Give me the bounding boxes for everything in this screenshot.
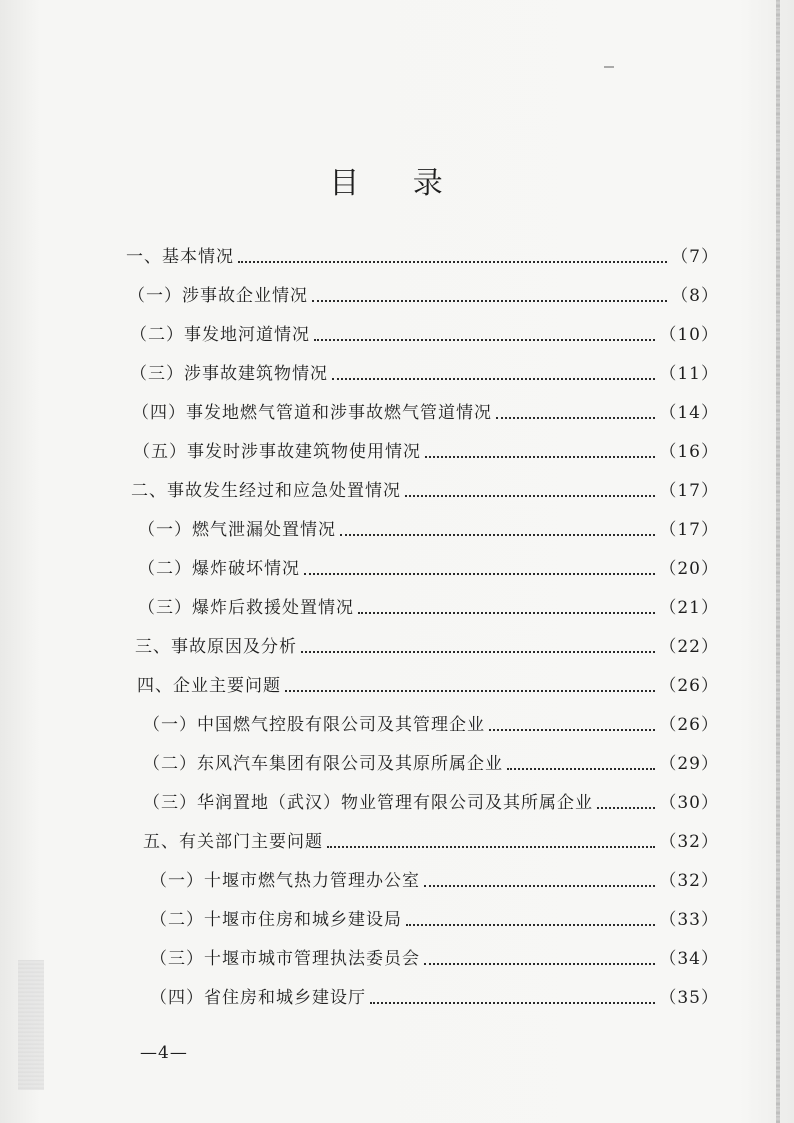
- toc-entry-page: （26）: [659, 715, 719, 735]
- toc-entry-page: （32）: [659, 871, 719, 891]
- toc-entry[interactable]: [130, 363, 719, 385]
- toc-entry-label: （四）省住房和城乡建设厅: [150, 988, 366, 1008]
- toc-entry-page: （30）: [659, 793, 719, 813]
- toc-entry-page: （33）: [659, 910, 719, 930]
- toc-entry[interactable]: [138, 519, 719, 541]
- dot-leader: [312, 300, 667, 302]
- toc-entry-label: （一）燃气泄漏处置情况: [138, 520, 336, 540]
- dot-leader: [405, 495, 655, 497]
- dot-leader: [424, 885, 655, 887]
- dot-leader: [340, 534, 655, 536]
- toc-entry[interactable]: [143, 831, 719, 853]
- dot-leader: [370, 1002, 655, 1004]
- toc-entry-label: 一、基本情况: [126, 247, 234, 267]
- toc-entry-page: （26）: [659, 676, 719, 696]
- toc-entry-label: （二）爆炸破坏情况: [138, 559, 300, 579]
- toc-entry[interactable]: [143, 714, 719, 736]
- toc-entry-page: （32）: [659, 832, 719, 852]
- toc-entry-label: （三）爆炸后救援处置情况: [138, 598, 354, 618]
- dot-leader: [489, 729, 655, 731]
- toc-entry-label: （二）事发地河道情况: [130, 325, 310, 345]
- dot-leader: [424, 963, 655, 965]
- toc-entry[interactable]: [143, 792, 719, 814]
- toc-entry-label: （三）涉事故建筑物情况: [130, 364, 328, 384]
- toc-entry-page: （22）: [659, 637, 719, 657]
- toc-entry-label: （一）中国燃气控股有限公司及其管理企业: [143, 715, 485, 735]
- toc-entry-label: 五、有关部门主要问题: [143, 832, 323, 852]
- dot-leader: [597, 807, 655, 809]
- toc-entry[interactable]: [131, 480, 719, 502]
- dot-leader: [327, 846, 655, 848]
- toc-entry-label: （二）十堰市住房和城乡建设局: [150, 910, 402, 930]
- toc-entry-label: （一）涉事故企业情况: [128, 286, 308, 306]
- toc-entry-page: （7）: [671, 247, 719, 267]
- toc-entry[interactable]: [150, 948, 719, 970]
- toc-entry[interactable]: [137, 675, 719, 697]
- toc-entry-label: 四、企业主要问题: [137, 676, 281, 696]
- page-title: 目 录: [329, 166, 465, 201]
- toc-entry-page: （21）: [659, 598, 719, 618]
- dot-leader: [496, 417, 655, 419]
- dot-leader: [301, 651, 655, 653]
- toc-entry[interactable]: [132, 402, 719, 424]
- toc-entry[interactable]: [150, 987, 719, 1009]
- toc-entry-page: （29）: [659, 754, 719, 774]
- toc-entry-label: （五）事发时涉事故建筑物使用情况: [133, 442, 421, 462]
- dot-leader: [238, 261, 667, 263]
- toc-entry[interactable]: [138, 558, 719, 580]
- toc-entry-label: 二、事故发生经过和应急处置情况: [131, 481, 401, 501]
- toc-entry[interactable]: [133, 441, 719, 463]
- toc-entry[interactable]: [130, 324, 719, 346]
- dot-leader: [358, 612, 655, 614]
- dot-leader: [332, 378, 655, 380]
- toc-entry[interactable]: [126, 246, 719, 268]
- toc-entry[interactable]: [143, 753, 719, 775]
- dot-leader: [425, 456, 655, 458]
- toc-entry-label: （二）东风汽车集团有限公司及其原所属企业: [143, 754, 503, 774]
- toc-entry-label: （四）事发地燃气管道和涉事故燃气管道情况: [132, 403, 492, 423]
- toc-entry-label: 三、事故原因及分析: [135, 637, 297, 657]
- toc-entry-page: （17）: [659, 481, 719, 501]
- toc-entry[interactable]: [128, 285, 719, 307]
- toc-entry[interactable]: [138, 597, 719, 619]
- dot-leader: [406, 924, 655, 926]
- toc-entry-page: （10）: [659, 325, 719, 345]
- dot-leader: [285, 690, 655, 692]
- toc-entry-label: （三）十堰市城市管理执法委员会: [150, 949, 420, 969]
- page-number: —4—: [140, 1043, 188, 1063]
- toc-entry-page: （16）: [659, 442, 719, 462]
- dot-leader: [507, 768, 655, 770]
- toc-entry-page: （11）: [659, 364, 719, 384]
- toc-entry[interactable]: [150, 909, 719, 931]
- toc-entry-page: （8）: [671, 286, 719, 306]
- toc-entry-page: （17）: [659, 520, 719, 540]
- toc-entry-page: （20）: [659, 559, 719, 579]
- dot-leader: [314, 339, 655, 341]
- toc-entry-label: （一）十堰市燃气热力管理办公室: [150, 871, 420, 891]
- toc-entry[interactable]: [135, 636, 719, 658]
- dot-leader: [304, 573, 655, 575]
- toc-entry[interactable]: [150, 870, 719, 892]
- toc-entry-label: （三）华润置地（武汉）物业管理有限公司及其所属企业: [143, 793, 593, 813]
- toc-entry-page: （34）: [659, 949, 719, 969]
- toc-entry-page: （14）: [659, 403, 719, 423]
- toc-entry-page: （35）: [659, 988, 719, 1008]
